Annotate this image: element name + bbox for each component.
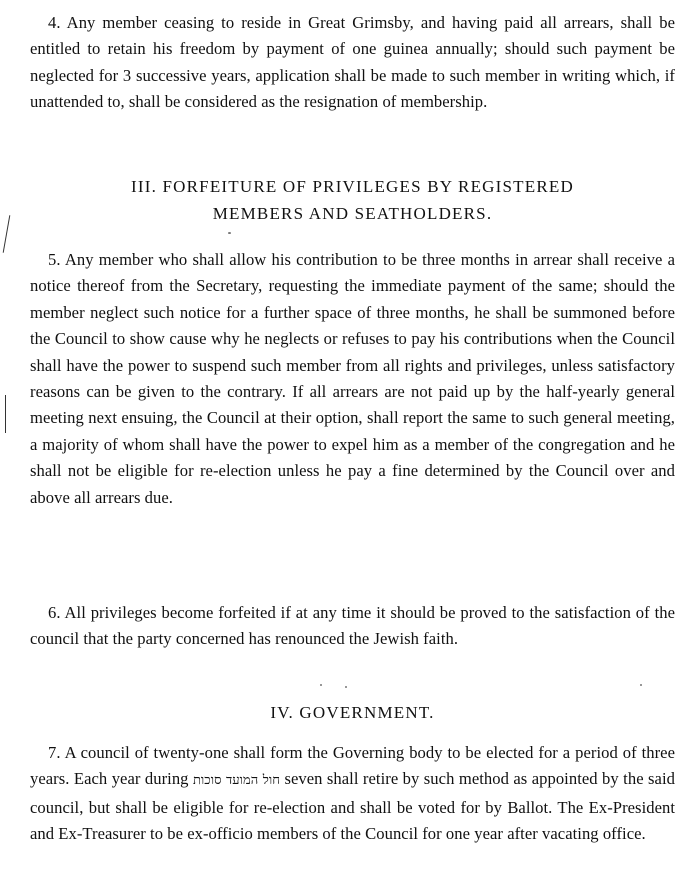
scan-speck (228, 232, 231, 234)
scan-speck (345, 686, 347, 688)
paragraph-text-after: seven shall retire by such method as appointed by the said council, but shall be eligible for re-election and shall be voted for by Ballot. The Ex-President and Ex-Treasurer to be ex-officio members of the Council for one year after vacating office. (30, 769, 675, 844)
section-heading-line-1: III. FORFEITURE OF PRIVILEGES BY REGISTERED (131, 177, 574, 196)
margin-mark (3, 215, 11, 253)
paragraph-text: Any member ceasing to reside in Great Grimsby, and having paid all arrears, shall be entitled to retain his freedom by payment of one guinea annually; should such payment be neglected for 3 successive years, application shall be made to such member in writing which, if unattended to, shall be considered as the resignation of membership. (30, 13, 675, 112)
paragraph-text: Any member who shall allow his contribution to be three months in arrear shall receive a notice thereof from the Secretary, requesting the immediate payment of the same; should the member neglect such notice for a further space of three months, he shall be summoned before the Council to show cause why he neglects or refuses to pay his contributions when the Council shall have the power to suspend such member from all rights and privileges, unless satisfactory reasons can be given to the contrary. If all arrears are not paid up by the half-yearly general meeting next ensuing, the Council at their option, shall report the same to such general meeting, a majority of whom shall have the power to expel him as a member of the congregation and he shall not be eligible for re-election unless he pay a fine determined by the Council over and above all arrears due. (30, 250, 675, 507)
section-heading-government (30, 700, 675, 727)
scan-speck (640, 684, 642, 686)
paragraph-4 (30, 10, 675, 116)
paragraph-text-before: A council of twenty-one shall form the Governing body to be elected for a period of three years. Each year during (30, 743, 675, 789)
margin-mark (5, 395, 6, 433)
hebrew-phrase: חול המועד סוכות (192, 773, 280, 789)
paragraph-5 (30, 247, 675, 511)
paragraph-7 (30, 740, 675, 848)
paragraph-number: 7. (48, 743, 61, 762)
section-heading-line-2: MEMBERS AND SEATHOLDERS. (212, 203, 493, 223)
scan-speck (320, 684, 322, 686)
paragraph-number: 6. (48, 603, 61, 622)
paragraph-number: 4. (48, 13, 61, 32)
paragraph-6 (30, 600, 675, 653)
paragraph-number: 5. (48, 250, 61, 269)
paragraph-text: All privileges become forfeited if at any time it should be proved to the satisfaction of the council that the party concerned has renounced the Jewish faith. (30, 603, 675, 649)
section-heading-title: IV. GOVERNMENT. (270, 703, 435, 722)
section-heading-forfeiture (30, 174, 675, 227)
